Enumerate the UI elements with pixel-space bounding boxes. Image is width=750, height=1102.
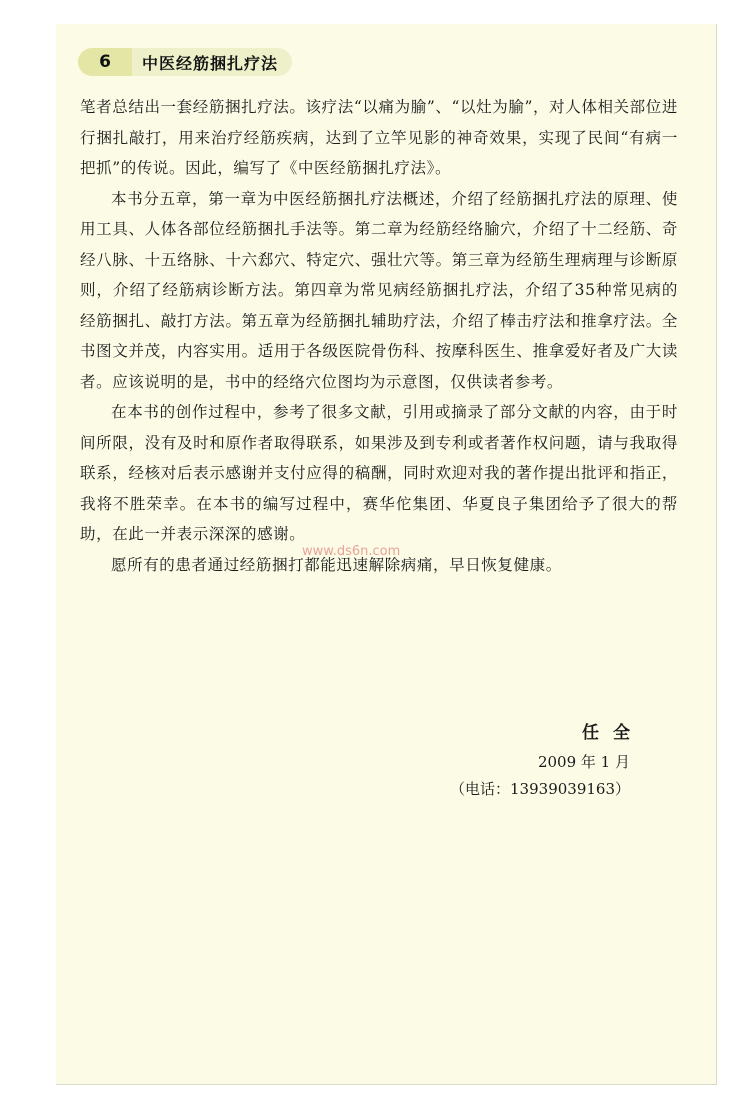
page-number-badge: [78, 48, 132, 76]
author-name: 任全: [582, 723, 644, 743]
paragraph-4: 愿所有的患者通过经筋捆打都能迅速解除病痛，早日恢复健康。: [111, 555, 562, 574]
paragraph-3: 在本书的创作过程中，参考了很多文献，引用或摘录了部分文献的内容，由于时间所限，没有及时和原作者取得联系，如果涉及到专利或者著作权问题，请与我取得联系，经核对后表示感谢并支付应得的稿酬，同时欢迎对我的著作提出批评和指正，我将不胜荣幸。在本书的编写过程中，赛华佗集团、华夏良子集团给予了很大的帮助，在此一并表示深深的感谢。: [80, 403, 678, 543]
author-phone: （电话：13939039163）: [450, 780, 630, 798]
preface-body: [80, 92, 678, 580]
paragraph-1: 笔者总结出一套经筋捆扎疗法。该疗法“以痛为腧”、“以灶为腧”，对人体相关部位进行捆扎敲打，用来治疗经筋疾病，达到了立竿见影的神奇效果，实现了民间“有病一把抓”的传说。因此，编写了《中医经筋捆扎疗法》。: [80, 98, 678, 177]
watermark: www.ds6n.com: [302, 544, 401, 559]
paragraph-2: 本书分五章，第一章为中医经筋捆扎疗法概述，介绍了经筋捆扎疗法的原理、使用工具、人体各部位经筋捆扎手法等。第二章为经筋经络腧穴，介绍了十二经筋、奇经八脉、十五络脉、十六郄穴、特定穴、强壮穴等。第三章为经筋生理病理与诊断原则，介绍了经筋病诊断方法。第四章为常见病经筋捆扎疗法，介绍了35种常见病的经筋捆扎、敲打方法。第五章为经筋捆扎辅助疗法，介绍了棒击疗法和推拿疗法。全书图文并茂，内容实用。适用于各级医院骨伤科、按摩科医生、推拿爱好者及广大读者。应该说明的是，书中的经络穴位图均为示意图，仅供读者参考。: [80, 189, 678, 391]
book-title: 中医经筋捆扎疗法: [142, 53, 279, 73]
header-title-band: [132, 48, 292, 76]
page-number: 6: [99, 52, 111, 72]
running-header: [78, 48, 292, 76]
author-signature-block: [450, 718, 644, 799]
signature-date: 2009 年 1 月: [537, 753, 630, 771]
